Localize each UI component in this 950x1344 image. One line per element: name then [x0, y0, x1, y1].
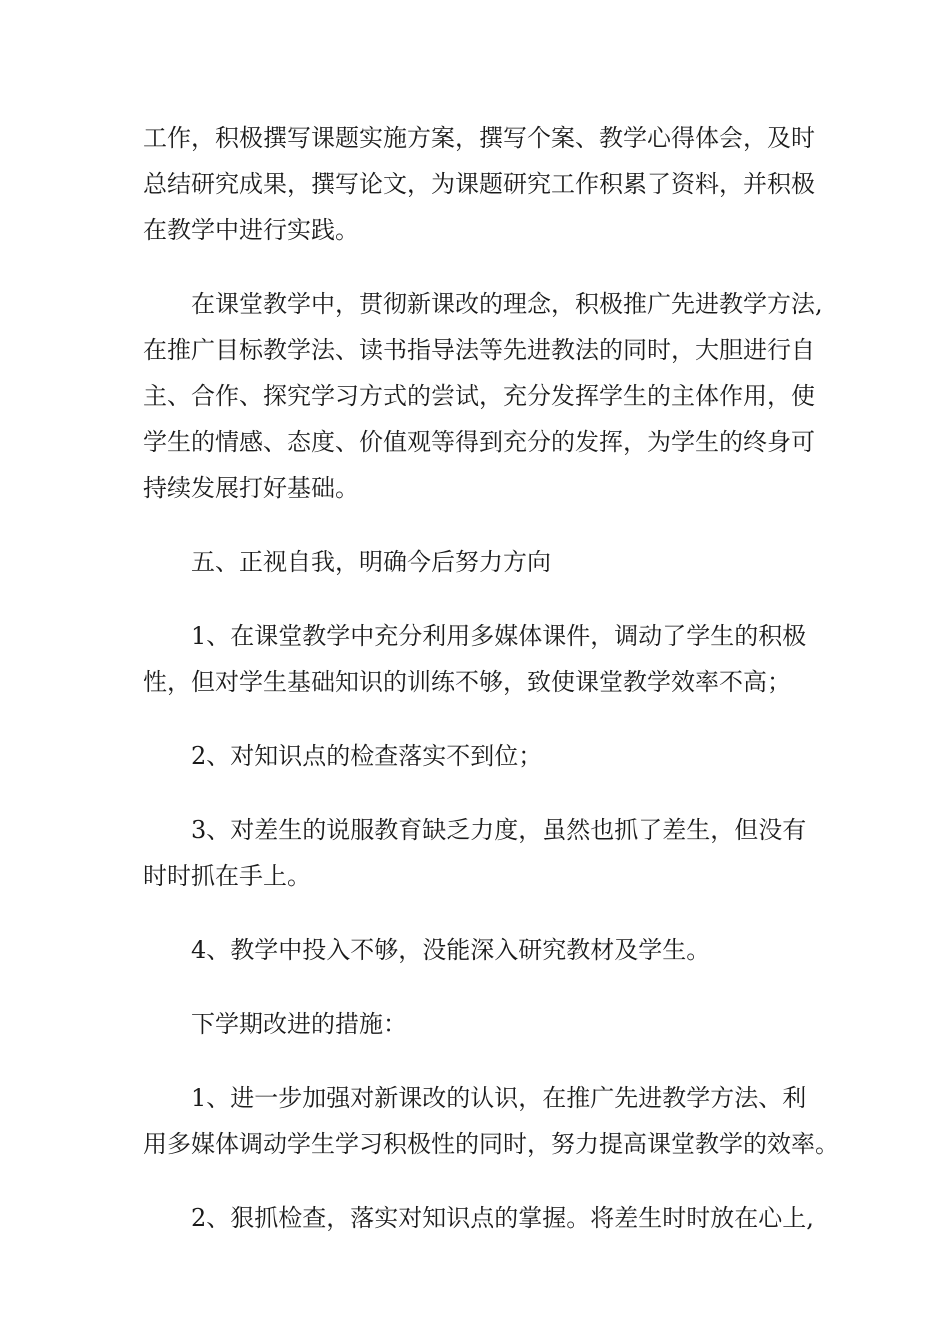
list-item-3 — [143, 807, 811, 899]
text-line: 主、合作、探究学习方式的尝试，充分发挥学生的主体作用，使 — [143, 382, 815, 410]
text-line: 性，但对学生基础知识的训练不够，致使课堂教学效率不高； — [143, 668, 791, 696]
text-line: 持续发展打好基础。 — [143, 474, 359, 502]
document-body — [143, 115, 839, 1269]
measure-item-1 — [143, 1075, 839, 1167]
paragraph-research-work — [143, 115, 815, 253]
paragraph-classroom-teaching — [143, 281, 823, 511]
section-heading — [143, 539, 811, 585]
text-line: 2、对知识点的检查落实不到位； — [191, 742, 543, 770]
text-line: 时时抓在手上。 — [143, 862, 311, 890]
text-line: 用多媒体调动学生学习积极性的同时，努力提高课堂教学的效率。 — [143, 1130, 839, 1158]
list-item-2 — [143, 733, 811, 779]
measure-item-2 — [143, 1195, 814, 1241]
text-line: 在课堂教学中，贯彻新课改的理念，积极推广先进教学方法, — [191, 290, 823, 318]
improvement-heading — [143, 1001, 811, 1047]
text-line: 在教学中进行实践。 — [143, 216, 359, 244]
list-item-4 — [143, 927, 811, 973]
text-line: 工作，积极撰写课题实施方案，撰写个案、教学心得体会，及时 — [143, 124, 815, 152]
text-line: 五、正视自我，明确今后努力方向 — [191, 548, 551, 576]
text-line: 总结研究成果，撰写论文，为课题研究工作积累了资料，并积极 — [143, 170, 815, 198]
text-line: 1、进一步加强对新课改的认识，在推广先进教学方法、利 — [191, 1084, 807, 1112]
text-line: 下学期改进的措施： — [191, 1010, 407, 1038]
text-line: 在推广目标教学法、读书指导法等先进教法的同时，大胆进行自 — [143, 336, 815, 364]
text-line: 学生的情感、态度、价值观等得到充分的发挥，为学生的终身可 — [143, 428, 815, 456]
text-line: 2、狠抓检查，落实对知识点的掌握。将差生时时放在心上, — [191, 1204, 814, 1232]
text-line: 4、教学中投入不够，没能深入研究教材及学生。 — [191, 936, 711, 964]
list-item-1 — [143, 613, 811, 705]
text-line: 1、在课堂教学中充分利用多媒体课件，调动了学生的积极 — [191, 622, 807, 650]
text-line: 3、对差生的说服教育缺乏力度，虽然也抓了差生，但没有 — [191, 816, 807, 844]
